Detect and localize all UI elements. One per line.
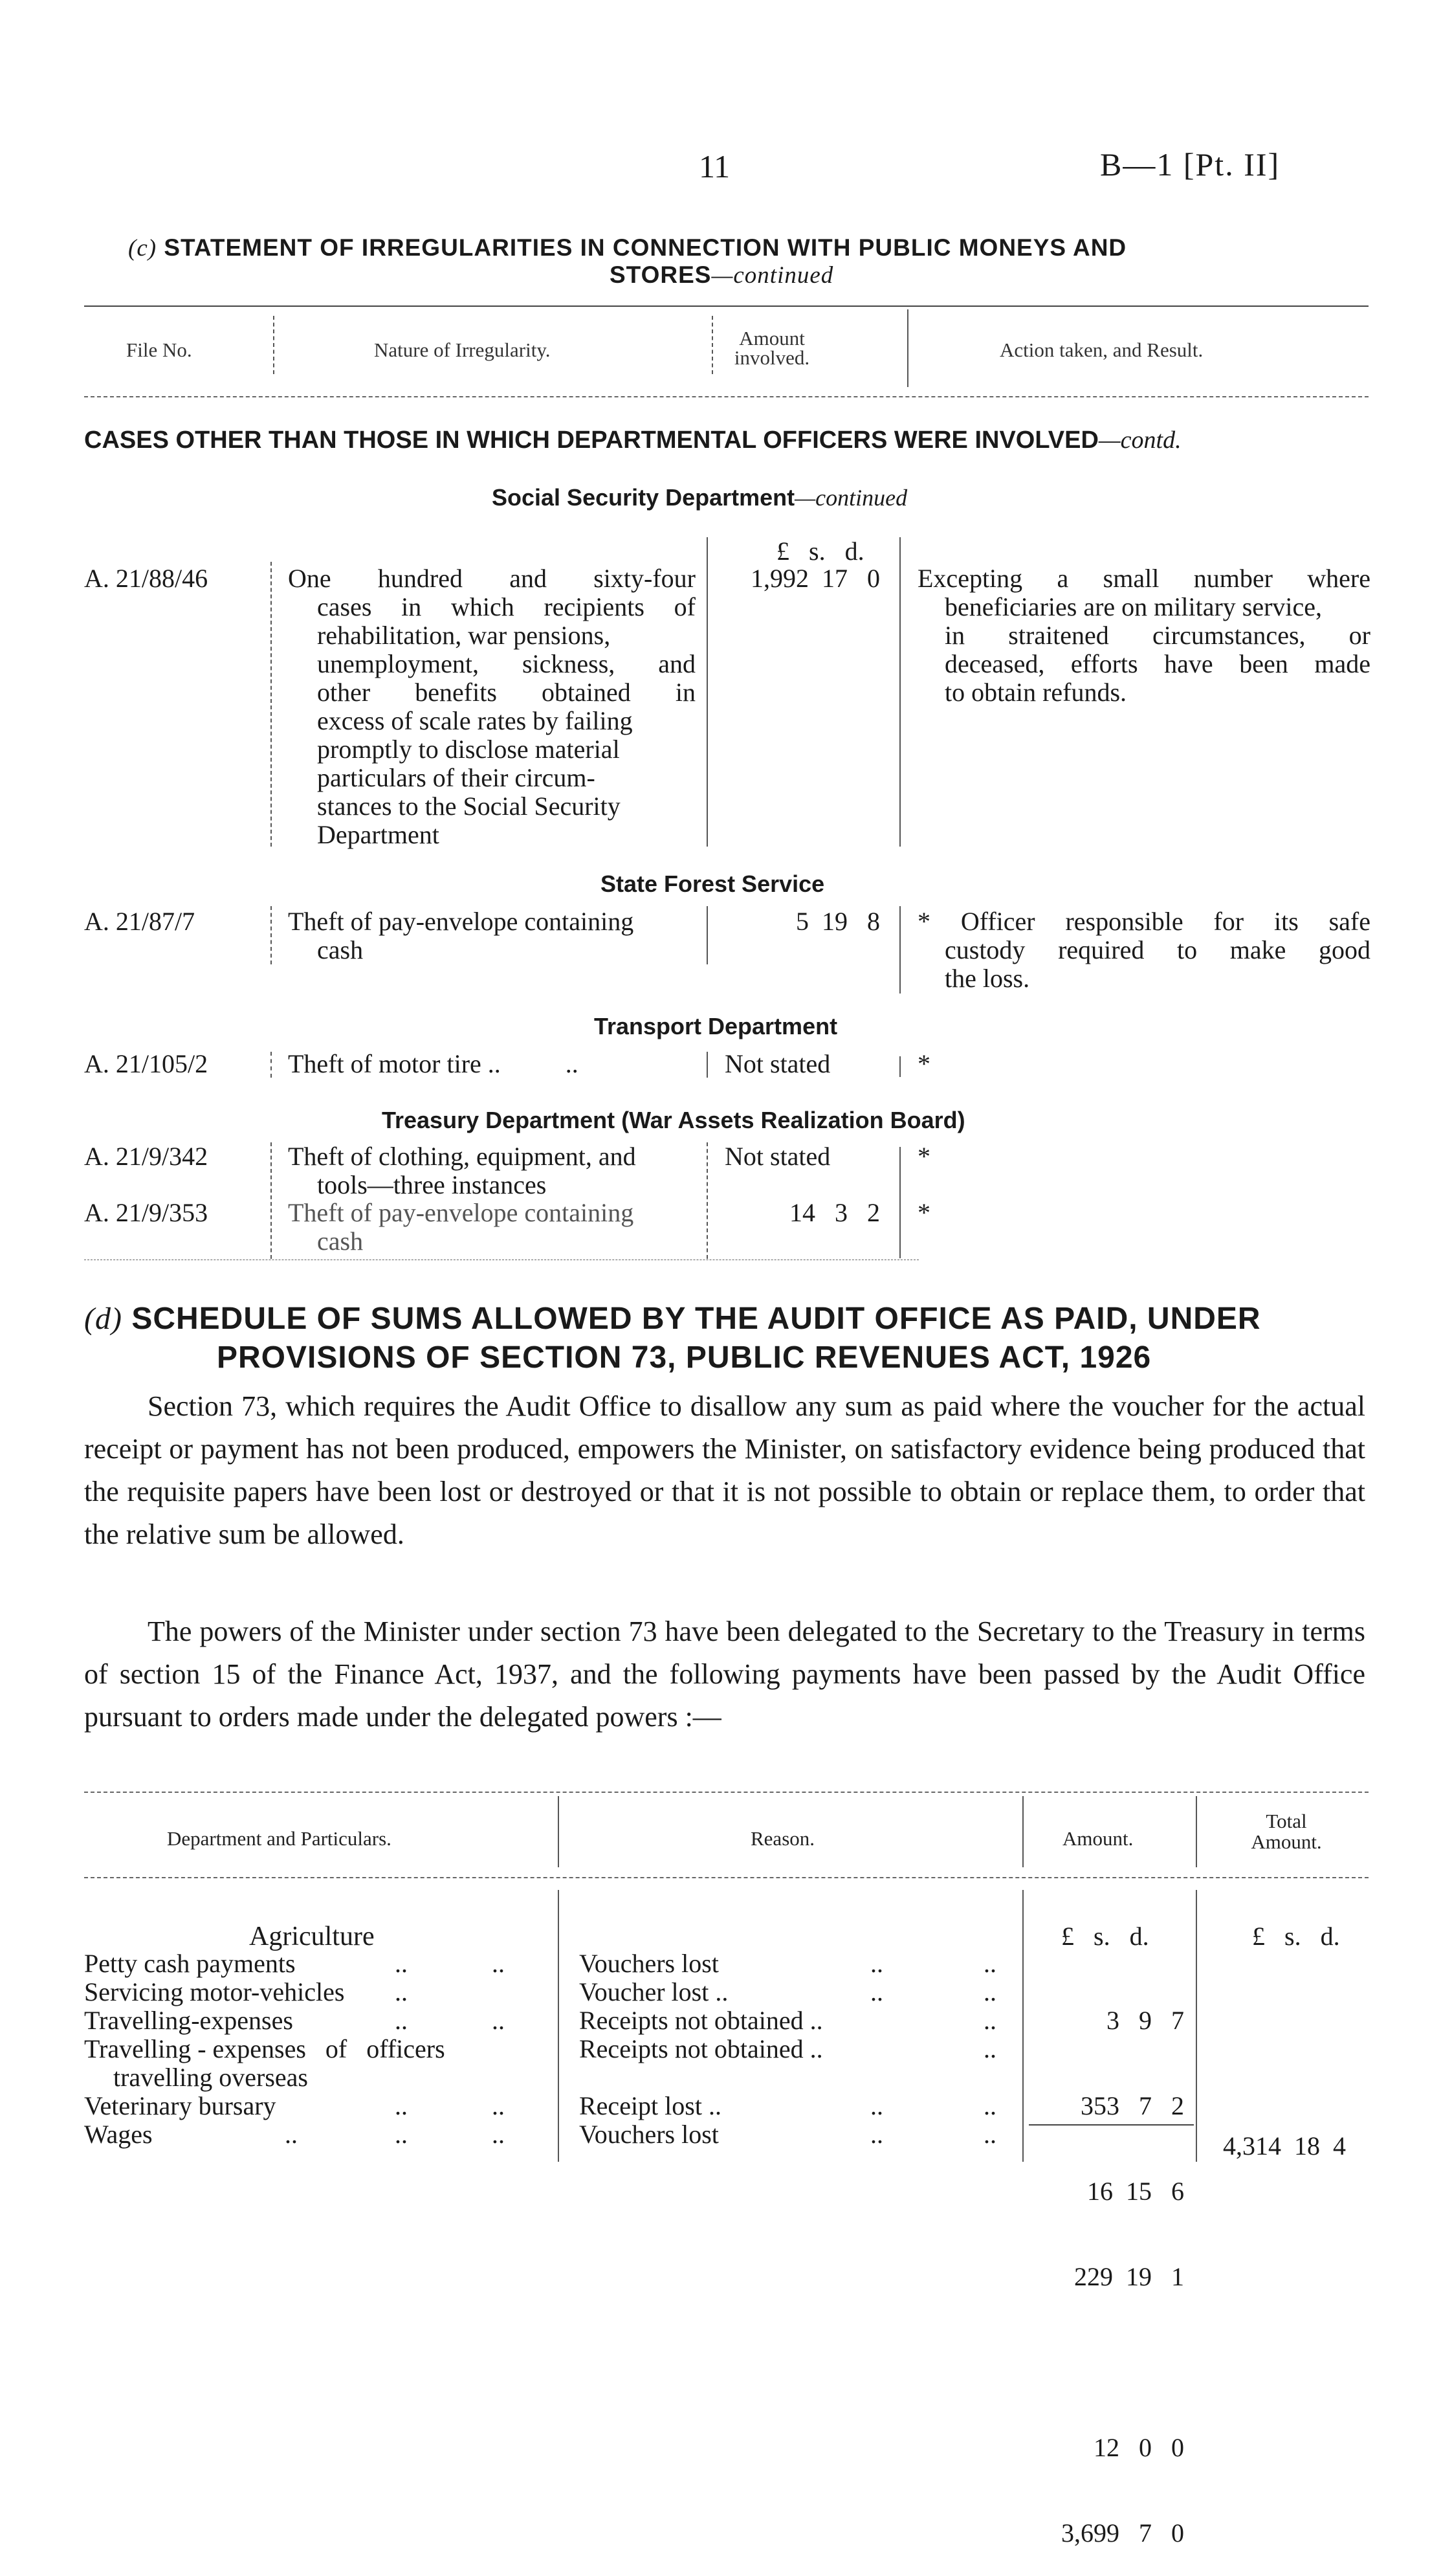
- particulars-label: Petty cash payments: [84, 1949, 296, 1978]
- cases-subheading-text: CASES OTHER THAN THOSE IN WHICH DEPARTMENTAL OFFICERS WERE INVOLVED: [84, 427, 1099, 454]
- action-transport: *: [918, 1049, 930, 1078]
- action-line: the loss.: [945, 964, 1030, 993]
- particulars-veterinary: [84, 2092, 550, 2120]
- amount-treasury-2: 14 3 2: [789, 1198, 880, 1227]
- table-d-header-rule: [84, 1877, 1369, 1878]
- nature-line: One hundred and sixty-four: [288, 564, 696, 593]
- table-row-reasons: [579, 1949, 1019, 2149]
- action-line: custody required to make good: [945, 935, 1370, 964]
- amount-social-security: 1,992 17 0: [751, 564, 880, 593]
- reason-label: Receipts not obtained ..: [579, 2006, 823, 2035]
- currency-header-c: £ s. d.: [776, 537, 864, 566]
- col-amount-d: Amount.: [1062, 1827, 1134, 1850]
- amount-value: 229 19 1: [1074, 2262, 1184, 2291]
- row3-divider-1: [270, 1052, 272, 1078]
- hdr-d-divider-2: [1022, 1796, 1024, 1867]
- action-line: deceased, efforts have been made: [945, 649, 1370, 678]
- particulars-label: Travelling-expenses: [84, 2006, 293, 2035]
- col-file-no: File No.: [126, 339, 192, 361]
- reason-row: [579, 1949, 1019, 1978]
- section-c-prefix: (c): [128, 235, 157, 261]
- section-c-title2-suffix: —continued: [711, 262, 834, 289]
- leader-dots: ..: [285, 2120, 298, 2149]
- particulars-label: Wages: [84, 2120, 153, 2149]
- nature-treasury-2: [288, 1199, 702, 1256]
- cases-subheading-suffix: —contd.: [1098, 427, 1182, 454]
- reason-spacer: [579, 2063, 1019, 2092]
- col-amount-label: Amount involved.: [734, 327, 810, 369]
- particulars-label-cont: travelling overseas: [113, 2063, 308, 2092]
- page-reference: B—1 [Pt. II]: [1100, 146, 1281, 183]
- reason-label: Receipt lost ..: [579, 2091, 721, 2120]
- body-d-divider-3: [1196, 1890, 1197, 2162]
- table-c-header-rule: [84, 396, 1369, 397]
- hdr-divider-1: [273, 316, 274, 374]
- nature-line: particulars of their circum-: [317, 763, 595, 792]
- particulars-petty-cash: [84, 1949, 550, 1978]
- table-row-amounts: [1029, 1949, 1191, 2576]
- action-line: to obtain refunds.: [945, 678, 1127, 707]
- action-line: in straitened circumstances, or: [945, 621, 1370, 650]
- section-d-title-line1: [84, 1301, 1261, 1337]
- row1-divider-2: [707, 537, 708, 847]
- leader-dots: ..: [492, 2091, 505, 2120]
- amount-value: 3 9 7: [1106, 2006, 1184, 2035]
- hdr-d-divider-1: [558, 1796, 559, 1867]
- total-amount: 4,314 18 4: [1223, 2131, 1346, 2160]
- amount-value: 12 0 0: [1094, 2433, 1184, 2462]
- amount-value: 353 7 2: [1081, 2091, 1184, 2120]
- amount-transport: Not stated: [725, 1049, 831, 1078]
- row3-divider-3: [899, 1056, 901, 1077]
- amount-treasury-1: Not stated: [725, 1142, 831, 1171]
- action-line: Excepting a small number where: [918, 564, 1370, 593]
- amount-value: 3,699 7 0: [1061, 2518, 1184, 2548]
- nature-line: Theft of clothing, equipment, and: [288, 1142, 636, 1171]
- particulars-travelling-officers: [84, 2035, 550, 2092]
- row3-divider-2: [707, 1052, 708, 1078]
- leader-dots: ..: [984, 1977, 996, 2006]
- leader-dots: ..: [395, 2006, 408, 2035]
- leader-dots: ..: [870, 1977, 883, 2006]
- row2-divider-1: [270, 906, 272, 964]
- amount-value: 16 15 6: [1087, 2177, 1184, 2206]
- nature-treasury-1: [288, 1142, 702, 1199]
- particulars-wages: [84, 2120, 550, 2149]
- dept-social-security-suffix: —continued: [795, 485, 908, 511]
- particulars-label: Veterinary bursary: [84, 2091, 276, 2120]
- col-reason: Reason.: [751, 1827, 815, 1850]
- reason-label: Vouchers lost: [579, 1949, 719, 1978]
- leader-dots: ..: [984, 2034, 996, 2063]
- file-no-a-21-105-2: A. 21/105/2: [84, 1049, 208, 1078]
- table-row-particulars: [84, 1949, 550, 2149]
- nature-line: unemployment, sickness, and: [317, 649, 696, 678]
- reason-label: Vouchers lost: [579, 2120, 719, 2149]
- col-total-amount-label: Total Amount.: [1251, 1810, 1322, 1853]
- dept-transport: Transport Department: [594, 1013, 838, 1039]
- hdr-divider-2: [712, 316, 713, 374]
- action-social-security: [918, 564, 1370, 707]
- leader-dots: ..: [870, 2120, 883, 2149]
- cases-subheading: [84, 426, 1182, 454]
- nature-line: excess of scale rates by failing: [317, 706, 633, 735]
- nature-line: cash: [317, 1227, 364, 1256]
- nature-state-forest: [288, 907, 702, 964]
- reason-label: Receipts not obtained ..: [579, 2034, 823, 2063]
- reason-row: [579, 1978, 1019, 2006]
- table-d-top-rule: [84, 1792, 1369, 1793]
- nature-transport: Theft of motor tire .. ..: [288, 1049, 578, 1078]
- col-nature: Nature of Irregularity.: [374, 339, 551, 361]
- section-d-title-text: SCHEDULE OF SUMS ALLOWED BY THE AUDIT OFFICE AS PAID, UNDER: [131, 1302, 1261, 1336]
- nature-line: Department: [317, 820, 439, 849]
- nature-social-security: [288, 564, 696, 849]
- row4-divider-2: [707, 1142, 708, 1259]
- particulars-label: Servicing motor-vehicles: [84, 1977, 345, 2006]
- leader-dots: ..: [984, 2120, 996, 2149]
- leader-dots: ..: [492, 2120, 505, 2149]
- file-no-a-21-9-353: A. 21/9/353: [84, 1198, 208, 1227]
- col-amount: [723, 329, 820, 368]
- dept-state-forest: State Forest Service: [600, 871, 825, 897]
- currency-header-total: £ s. d.: [1252, 1922, 1340, 1951]
- paragraph-section-73: Section 73, which requires the Audit Office to disallow any sum as paid where the voucher for the actual receipt or payment has not been produced, empowers the Minister, on satisfactory evidence being produced that the requisite papers have been lost or destroyed or that it is not possible to obtain or replace them, to order that the relative sum be allowed.: [84, 1390, 1365, 1550]
- leader-dots: ..: [984, 2006, 996, 2035]
- nature-line: tools—three instances: [317, 1170, 547, 1199]
- nature-line: other benefits obtained in: [317, 678, 696, 707]
- reason-row: [579, 2120, 1019, 2149]
- action-treasury-1: *: [918, 1142, 930, 1171]
- nature-line: rehabilitation, war pensions,: [317, 621, 611, 650]
- leader-dots: [870, 2006, 984, 2035]
- row4-divider-3: [899, 1147, 901, 1258]
- nature-line: Theft of pay-envelope containing: [288, 1198, 634, 1227]
- action-treasury-2: *: [918, 1198, 930, 1227]
- amount-state-forest: 5 19 8: [796, 907, 880, 936]
- action-line: * Officer responsible for its safe: [918, 907, 1370, 936]
- reason-row: [579, 2092, 1019, 2120]
- file-no-a-21-9-342: A. 21/9/342: [84, 1142, 208, 1171]
- col-action: Action taken, and Result.: [1000, 339, 1204, 361]
- leader-dots: ..: [870, 2091, 883, 2120]
- col-total-amount: [1241, 1811, 1332, 1852]
- particulars-travelling: [84, 2006, 550, 2035]
- nature-line: stances to the Social Security: [317, 792, 621, 821]
- file-no-a-21-88-46: A. 21/88/46: [84, 564, 208, 593]
- body-d-divider-1: [558, 1890, 559, 2162]
- amount-sum-rule: [1029, 2124, 1194, 2126]
- leader-dots: ..: [395, 2120, 408, 2149]
- row1-divider-3: [899, 537, 901, 847]
- action-line: beneficiaries are on military service,: [945, 592, 1323, 621]
- dept-social-security: [492, 484, 907, 511]
- section-c-title-line1: [128, 234, 1127, 262]
- row2-divider-2: [707, 906, 708, 964]
- nature-line: Theft of pay-envelope containing: [288, 907, 634, 936]
- leader-dots: [870, 2035, 984, 2063]
- row1-divider-1: [270, 562, 272, 847]
- particulars-label: Travelling - expenses of officers: [84, 2034, 445, 2063]
- hdr-divider-3: [907, 309, 908, 387]
- leader-dots: ..: [984, 2091, 996, 2120]
- page-number: 11: [699, 148, 731, 184]
- dept-treasury: Treasury Department (War Assets Realization Board): [382, 1107, 965, 1133]
- currency-header-amount: £ s. d.: [1061, 1922, 1149, 1951]
- table-c-top-rule: [84, 305, 1369, 307]
- dept-social-security-text: Social Security Department: [492, 484, 795, 511]
- row2-divider-3: [899, 906, 901, 994]
- reason-row: [579, 2006, 1019, 2035]
- col-dept-particulars: Department and Particulars.: [167, 1827, 391, 1850]
- leader-dots: ..: [492, 2006, 505, 2035]
- nature-line: cash: [317, 935, 364, 964]
- paragraph-delegated-powers: The powers of the Minister under section 73 have been delegated to the Secretary to the Treasury in terms of section 15 of the Finance Act, 1937, and the following payments have been passed by the Audit Office pursuant to orders made under the delegated powers :—: [84, 1616, 1365, 1733]
- nature-line: promptly to disclose material: [317, 735, 620, 764]
- nature-line: cases in which recipients of: [317, 592, 696, 621]
- action-state-forest: [918, 907, 1370, 993]
- leader-dots: ..: [395, 2091, 408, 2120]
- section-c-title2-text: STORES: [610, 261, 712, 288]
- section-d-prefix: (d): [84, 1302, 122, 1336]
- leader-dots: ..: [492, 1949, 505, 1978]
- group-agriculture: Agriculture: [249, 1922, 375, 1951]
- leader-dots: ..: [870, 1949, 883, 1978]
- leader-dots: ..: [984, 1949, 996, 1978]
- amount-spacer: [1029, 2348, 1191, 2377]
- reason-label: Voucher lost ..: [579, 1977, 729, 2006]
- section-c-title-line2: [610, 261, 833, 289]
- hdr-d-divider-3: [1196, 1796, 1197, 1867]
- leader-dots: ..: [395, 1977, 408, 2006]
- body-d-divider-2: [1022, 1890, 1024, 2162]
- file-no-a-21-87-7: A. 21/87/7: [84, 907, 195, 936]
- row4-divider-1: [270, 1142, 272, 1259]
- section-d-title-line2: PROVISIONS OF SECTION 73, PUBLIC REVENUES ACT, 1926: [217, 1340, 1152, 1375]
- particulars-servicing: [84, 1978, 550, 2006]
- leader-dots: ..: [395, 1949, 408, 1978]
- section-c-title-text: STATEMENT OF IRREGULARITIES IN CONNECTION WITH PUBLIC MONEYS AND: [164, 234, 1127, 261]
- reason-row: [579, 2035, 1019, 2063]
